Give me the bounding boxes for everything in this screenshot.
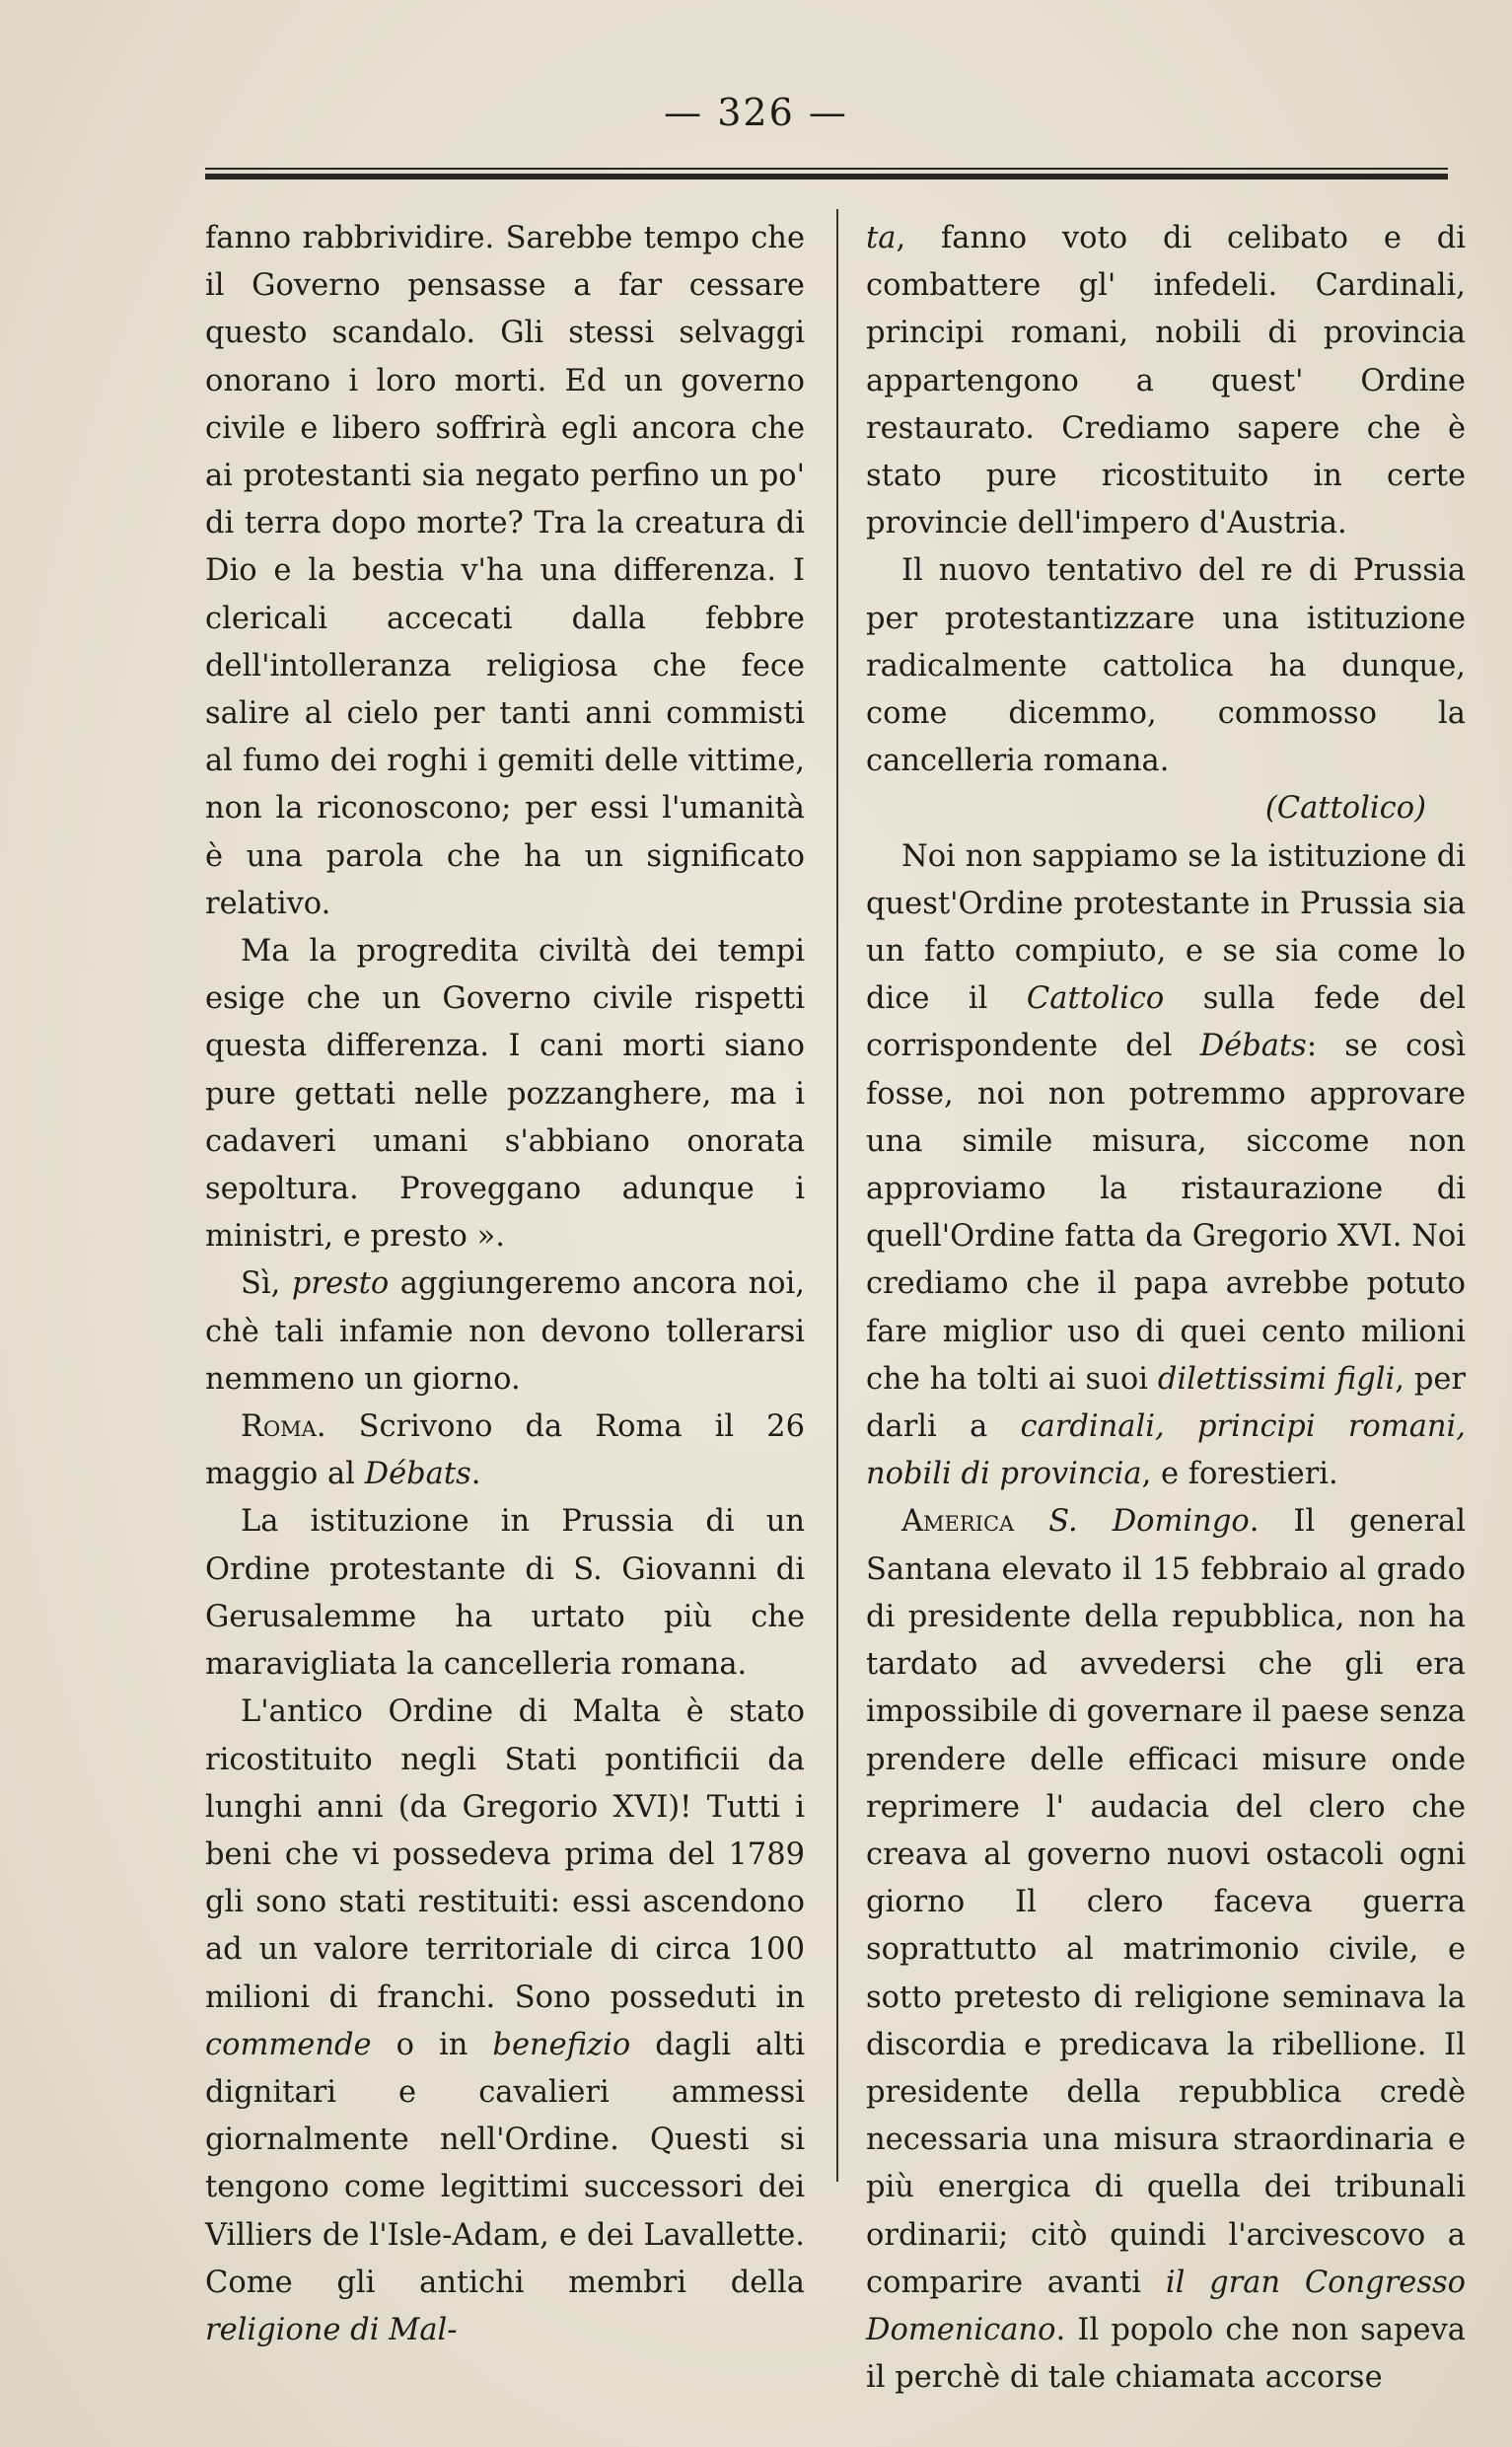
source-attribution [866, 785, 1466, 832]
left-paragraph-1: fanno rabbrividire. Sarebbe tempo che il Governo pensasse a far cessare questo scandalo. Gli stessi selvaggi onorano i loro morti. Ed un governo civile e libero soffrirà egli ancora che ai protestanti sia negato perfino un po' di terra dopo morte? Tra la creatura di Dio e la bestia v'ha una differenza. I clericali accecati dalla febbre dell'intolleranza religiosa che fece salire al cielo per tanti anni commisti al fumo dei roghi i gemiti delle vittime, non la riconoscono; per essi l'umanità è una parola che ha un significato relativo. [205, 221, 805, 921]
text-run: . Il popolo che non sapeva il perchè di tale chiamata accorse [866, 2312, 1466, 2396]
italic-run: ta [866, 221, 897, 255]
text-run: Sì, [241, 1266, 292, 1302]
text-run: . Il general Santana elevato il 15 febbraio al grado di presidente della repubblica, non ha tardato ad avvedersi che gli era impossibile di governare il paese senza prendere delle efficaci misure onde reprimere l' audacia del clero che creava al governo nuovi ostacoli ogni giorno Il clero faceva guerra soprattutto al matrimonio civile, e sotto pretesto di religione seminava la discordia e predicava la ribellione. Il presidente della repubblica credè necessaria una misura straordinaria e più energica di quella dei tribunali ordinarii; citò quindi l'arcivescovo a comparire avanti [866, 1504, 1466, 2300]
text-run: Noi non sappiamo se la istituzione di quest'Ordine protestante in Prussia sia un fatto compiuto, e se sia come lo dice il [866, 838, 1466, 1017]
text-run: : se così fosse, noi non potremmo approvare una simile misura, siccome non approviamo la ristaurazione di quell'Ordine fatta da Gregorio XVI. Noi crediamo che il papa avrebbe potuto fare miglior uso di quei cento milioni che ha tolti ai suoi [866, 1029, 1466, 1397]
text-run: , fanno voto di celibato e di combattere gl' infedeli. Cardinali, principi romani, nobili di provincia appartengono a quest' Ordine restaurato. Crediamo sapere che è stato pure ricostituito in certe provincie dell'impero d'Austria. [866, 221, 1466, 541]
header-rule [205, 168, 1448, 181]
left-paragraph-6 [205, 1689, 805, 2354]
source-cattolico: (Cattolico) [1264, 791, 1426, 827]
text-run: . [470, 1457, 481, 1492]
text-run: , e forestieri. [1141, 1457, 1338, 1492]
left-paragraph-4 [205, 1403, 805, 1498]
italic-run: presto [291, 1266, 390, 1302]
italic-run: Cattolico [1026, 981, 1165, 1017]
text-run [1014, 1504, 1048, 1539]
section-head-america: America [901, 1504, 1015, 1540]
right-paragraph-4 [866, 1498, 1466, 2402]
left-column [205, 215, 805, 2354]
text-run: o in [371, 2027, 493, 2062]
right-paragraph-3 [866, 833, 1466, 1499]
left-paragraph-3 [205, 1260, 805, 1403]
page-number: — 326 — [664, 91, 848, 134]
italic-run: benefizio [492, 2027, 631, 2062]
italic-run: dilettissimi figli [1157, 1361, 1396, 1397]
text-run: aggiungeremo ancora noi, chè tali infamie non devono tollerarsi nemmeno un giorno. [205, 1266, 805, 1397]
text-run: dagli alti dignitari e cavalieri ammessi giornalmente nell'Ordine. Questi si tengono come legittimi successori dei Villiers de l'Isle-Adam, e dei Lavallette. Come gli antichi membri della [205, 2027, 805, 2300]
italic-run: Débats [364, 1457, 471, 1492]
italic-run: cardinali, principi romani, nobili di provincia [866, 1409, 1466, 1492]
left-paragraph-5: La istituzione in Prussia di un Ordine protestante di S. Giovanni di Gerusalemme ha urtato più che maravigliata la cancelleria romana. [205, 1504, 805, 1683]
header-rule-thick [205, 174, 1448, 180]
italic-run: Débats [1199, 1029, 1307, 1064]
right-paragraph-2: Il nuovo tentativo del re di Prussia per protestantizzare una istituzione radicalmente cattolica ha dunque, come dicemmo, commosso la cancelleria romana. [866, 553, 1466, 779]
right-column [866, 215, 1466, 2402]
text-run: sulla fede del corrispondente del [866, 981, 1466, 1064]
header-rule-thin [205, 168, 1448, 170]
column-divider [836, 209, 838, 2182]
italic-run: il gran Congresso Domenicano [866, 2265, 1466, 2347]
left-paragraph-2: Ma la progredita civiltà dei tempi esige che un Governo civile rispetti questa differenza. I cani morti siano pure gettati nelle pozzanghere, ma i cadaveri umani s'abbiano onorata sepoltura. Proveggano adunque i ministri, e presto ». [205, 934, 805, 1255]
right-paragraph-1 [866, 215, 1466, 547]
section-head-roma: Roma [241, 1409, 317, 1445]
italic-run: religione di Mal- [205, 2312, 458, 2347]
text-run: , per darli a [866, 1361, 1466, 1445]
text-run: L'antico Ordine di Malta è stato ricostituito negli Stati pontificii da lunghi anni (da Gregorio XVI)! Tutti i beni che vi possedeva prima del 1789 gli sono stati restituiti: essi ascendono ad un valore territoriale di circa 100 milioni di franchi. Sono posseduti in [205, 1694, 805, 2015]
text-run: . Scrivono da Roma il 26 maggio al [205, 1409, 805, 1492]
italic-run: commende [205, 2027, 372, 2062]
italic-run: S. Domingo [1048, 1504, 1250, 1540]
